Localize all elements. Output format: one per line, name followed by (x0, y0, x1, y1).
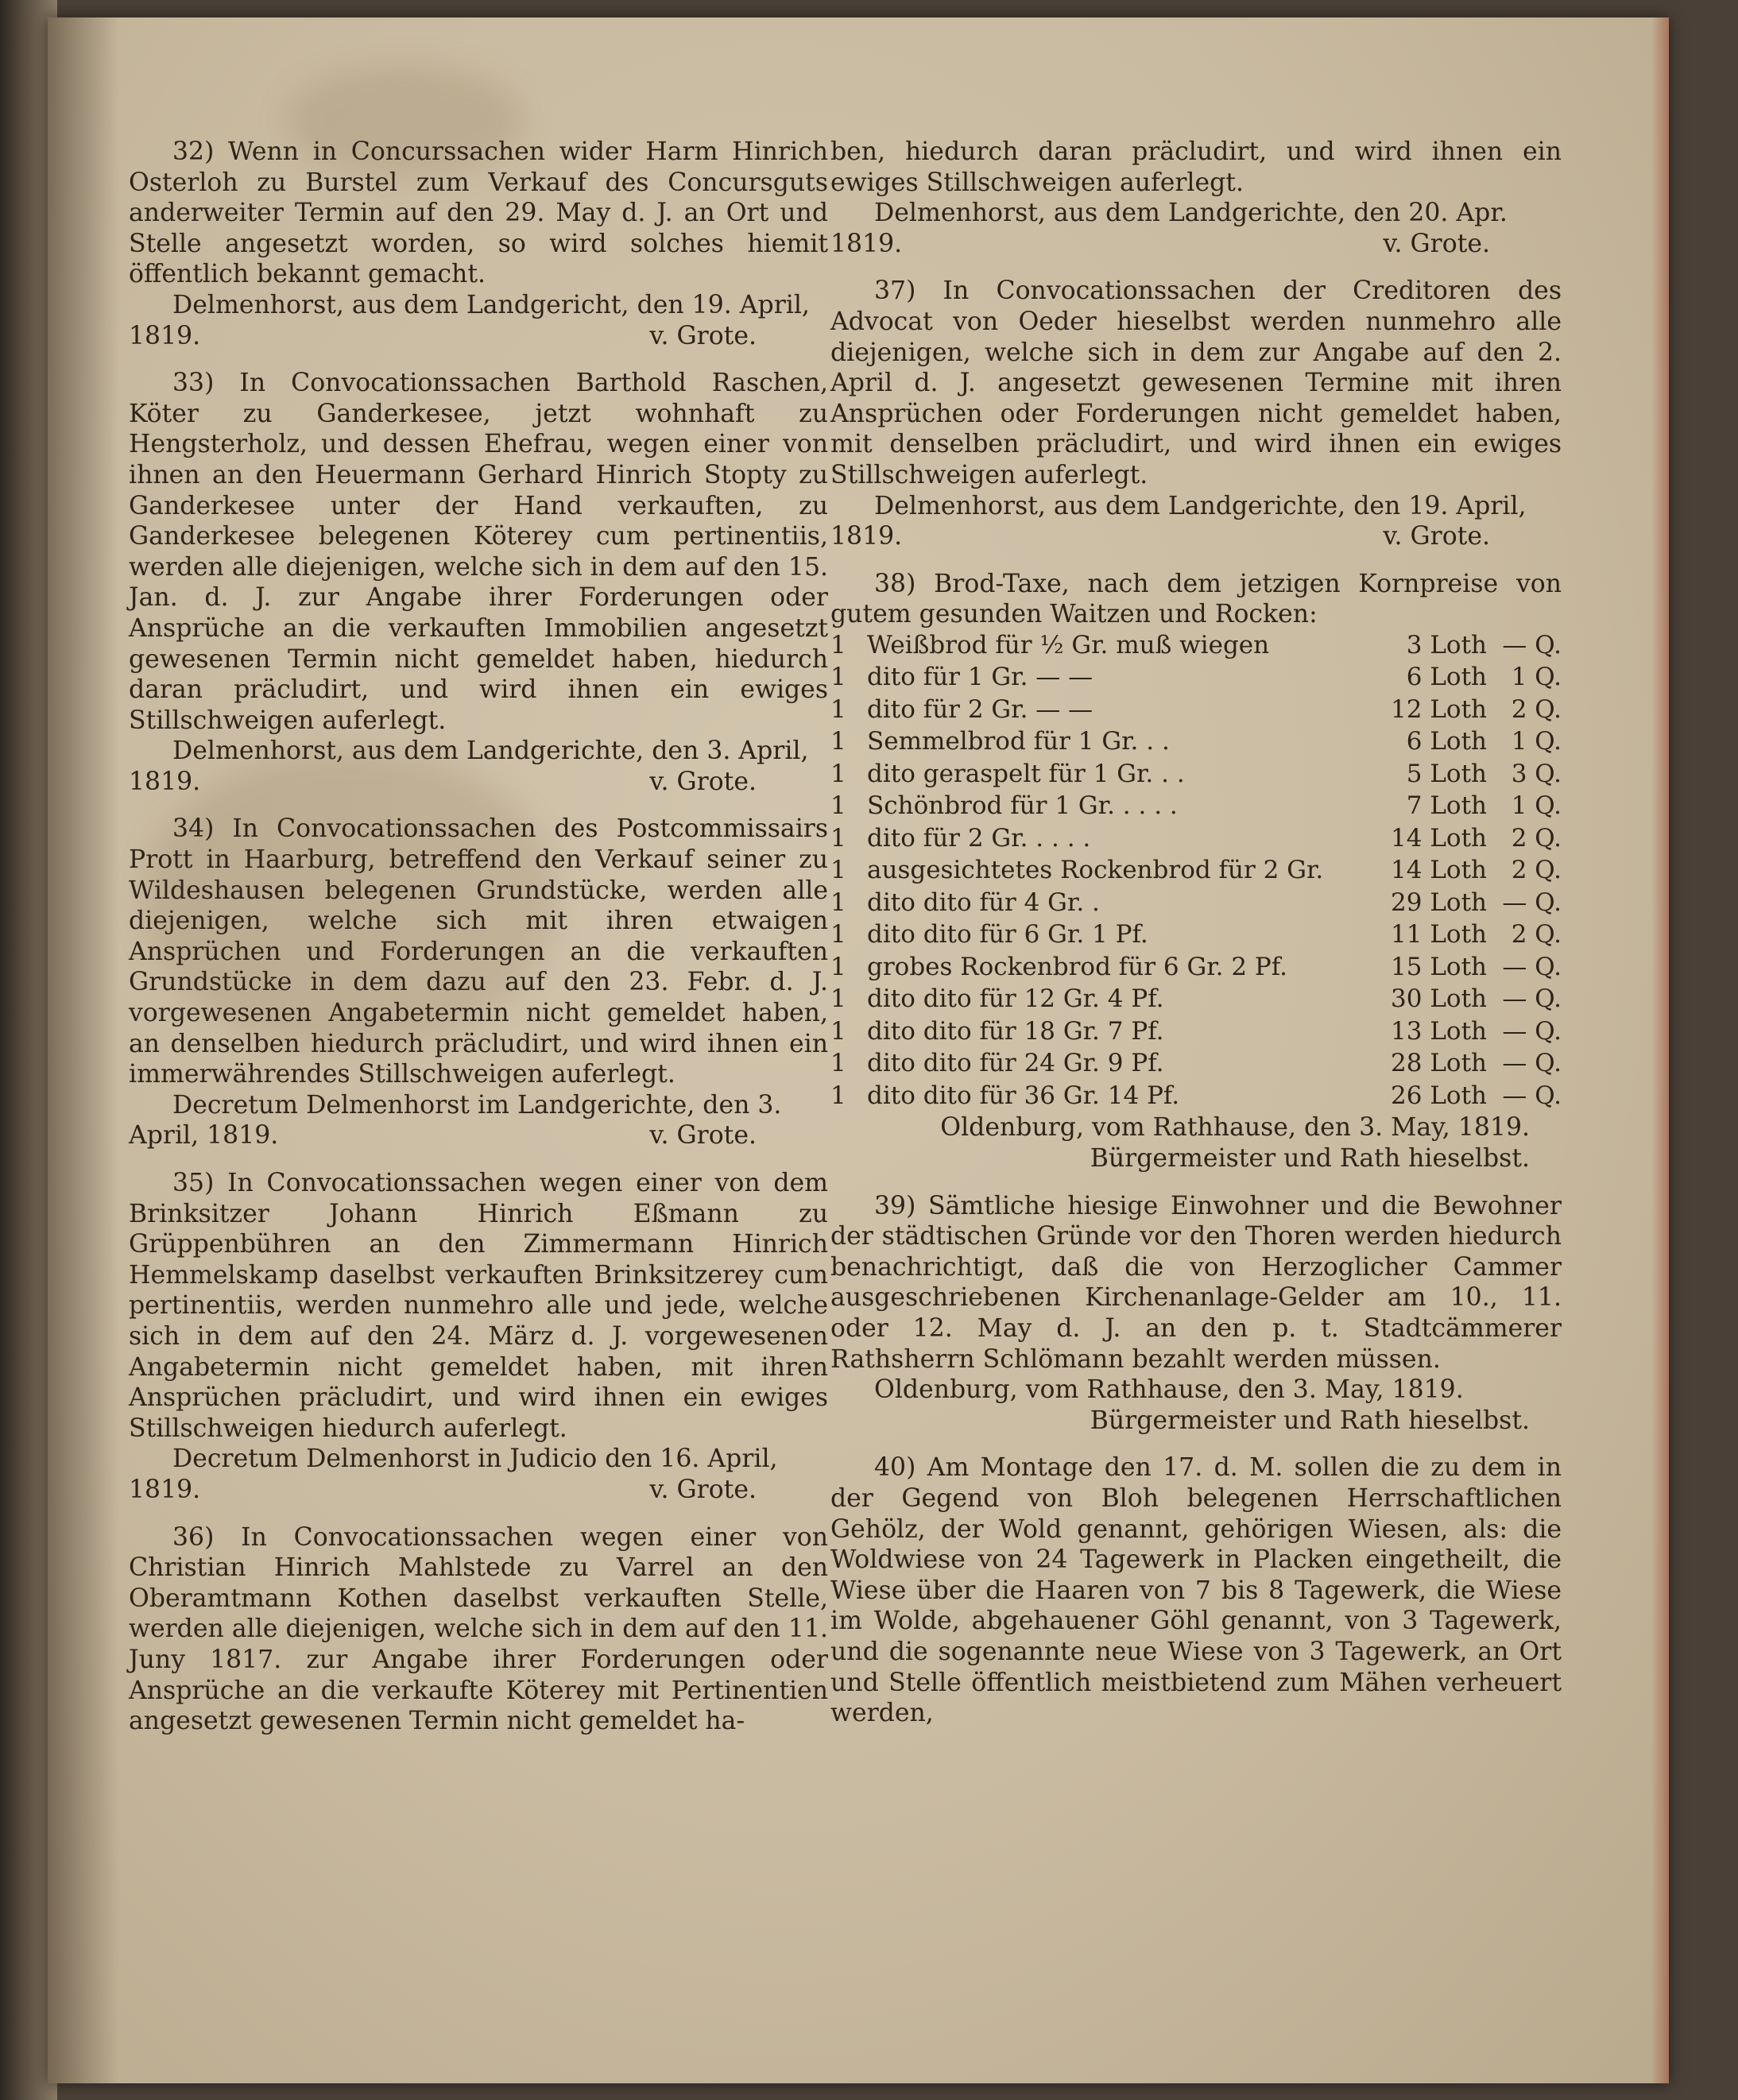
bread-weight: 15 Loth (1391, 952, 1487, 981)
right-column (830, 137, 1562, 1746)
bread-quarter: — Q. (1502, 630, 1562, 659)
notice-place-date: Decretum Delmenhorst im Landgerichte, den 3. (172, 1090, 782, 1120)
bread-item: dito für 2 Gr. — — (867, 694, 1094, 724)
notice-signature-line (129, 1475, 828, 1506)
bread-quantity: 1 (830, 920, 846, 949)
notice-place-date: Oldenburg, vom Rathhause, den 3. May, 1819. (874, 1375, 1464, 1405)
notice-year: April, 1819. (129, 1121, 279, 1151)
notice-place-date: Oldenburg, vom Rathhause, den 3. May, 1819. (940, 1113, 1530, 1143)
notice-text: ben, hiedurch daran präcludirt, und wird ihnen ein ewiges Stillschweigen auferlegt. (830, 137, 1562, 197)
notice-text: 39) Sämtliche hiesige Einwohner und die Bewohner der städtischen Gründe vor den Thoren werden hiedurch benachrichtigt, daß die von Herzoglicher Cammer ausgeschriebenen Kirchenanlage-Gelder am 10., 11. oder 12. May d. J. an den p. t. Stadtcämmerer Rathsherrn Schlömann bezahlt werden müssen. (830, 1191, 1562, 1374)
bread-item: Semmelbrod für 1 Gr. . . (867, 727, 1170, 756)
bread-tax-row (830, 1048, 1562, 1081)
notice-signature-line (129, 1120, 828, 1151)
bread-quantity: 1 (830, 630, 846, 659)
bread-quantity: 1 (830, 727, 846, 756)
bread-item: dito geraspelt für 1 Gr. . . (867, 759, 1185, 788)
notice-32 (129, 137, 828, 351)
newspaper-page (48, 17, 1669, 2083)
bread-weight: 5 Loth (1406, 759, 1487, 788)
bread-quarter: — Q. (1502, 888, 1562, 917)
notice-text: 36) In Convocationssachen wegen einer von Christian Hinrich Mahlstede zu Varrel an den Oberamtmann Kothen daselbst verkauften Stelle, werden alle diejenigen, welche sich in dem auf den 11. Juny 1817. zur Angabe ihrer Forderungen oder Ansprüche an die verkaufte Köterey mit Pertinentien angesetzt gewesenen Termin nicht gemeldet ha- (129, 1522, 828, 1736)
bread-weight: 6 Loth (1406, 663, 1487, 692)
notice-33 (129, 368, 828, 797)
notice-signature: v. Grote. (649, 1475, 757, 1504)
notice-40 (830, 1452, 1562, 1728)
bread-weight: 12 Loth (1391, 694, 1487, 724)
bread-item: ausgesichtetes Rockenbrod für 2 Gr. (867, 856, 1324, 885)
notice-year: 1819. (830, 522, 903, 551)
notice-year: 1819. (129, 767, 201, 796)
notice-text: 35) In Convocationssachen wegen einer von dem Brinksitzer Johann Hinrich Eßmann zu Grüppenbühren an den Zimmermann Hinrich Hemmelskamp daselbst verkauften Brinksitzerey cum pertinentiis, werden nunmehro alle und jede, welche sich in dem auf den 24. März d. J. vorgewesenen Angabetermin nicht gemeldet haben, mit ihren Ansprüchen präcludirt, und wird ihnen ein ewiges Stillschweigen hiedurch auferlegt. (129, 1169, 828, 1443)
bread-quarter: — Q. (1502, 1016, 1562, 1046)
bread-quantity: 1 (830, 984, 846, 1014)
bread-item: dito dito für 18 Gr. 7 Pf. (867, 1016, 1164, 1046)
bread-weight: 6 Loth (1406, 727, 1487, 756)
bread-weight: 13 Loth (1391, 1016, 1487, 1046)
bread-tax-row (830, 1016, 1562, 1049)
bread-item: dito dito für 36 Gr. 14 Pf. (867, 1081, 1180, 1110)
bread-item: dito für 1 Gr. — — (867, 663, 1094, 692)
bread-tax-row (830, 855, 1562, 888)
notice-34 (129, 814, 828, 1151)
notice-signature-line (830, 229, 1562, 260)
bread-item: Schönbrod für 1 Gr. . . . . (867, 791, 1178, 821)
notice-signature: v. Grote. (649, 767, 757, 796)
bread-weight: 11 Loth (1391, 920, 1487, 949)
notice-38-bread-tax (830, 569, 1562, 1174)
bread-item: Weißbrod für ½ Gr. muß wiegen (867, 630, 1270, 659)
bread-weight: 26 Loth (1391, 1081, 1487, 1110)
bread-quantity: 1 (830, 888, 846, 917)
notice-place-date: Delmenhorst, aus dem Landgericht, den 19. April, (172, 290, 810, 319)
notice-signature: v. Grote. (649, 321, 757, 350)
page-edge (1651, 17, 1669, 2083)
bread-quantity: 1 (830, 952, 846, 981)
bread-quarter: 1 Q. (1511, 727, 1562, 756)
bread-item: dito für 2 Gr. . . . . (867, 823, 1091, 853)
notice-place-date: Decretum Delmenhorst in Judicio den 16. April, (172, 1444, 778, 1474)
bread-weight: 14 Loth (1391, 823, 1487, 853)
bread-quantity: 1 (830, 823, 846, 853)
bread-quarter: — Q. (1502, 1049, 1562, 1078)
bread-quarter: 2 Q. (1511, 920, 1562, 949)
left-column (129, 137, 828, 1754)
notice-signature: v. Grote. (649, 1121, 757, 1151)
bread-weight: 7 Loth (1406, 791, 1487, 821)
notice-place-date: Delmenhorst, aus dem Landgerichte, den 19. April, (874, 491, 1527, 520)
bread-quarter: — Q. (1502, 952, 1562, 981)
bread-quarter: 2 Q. (1511, 823, 1562, 853)
notice-39 (830, 1191, 1562, 1437)
bread-tax-row (830, 726, 1562, 759)
bread-quarter: — Q. (1502, 1081, 1562, 1110)
bread-tax-row (830, 919, 1562, 952)
bread-item: dito dito für 6 Gr. 1 Pf. (867, 920, 1148, 949)
notice-year: 1819. (129, 1475, 201, 1504)
notice-signature-line (830, 521, 1562, 552)
bread-tax-row (830, 791, 1562, 823)
bread-tax-row (830, 823, 1562, 856)
bread-weight: 30 Loth (1391, 984, 1487, 1014)
bread-tax-row (830, 888, 1562, 920)
bread-quarter: 1 Q. (1511, 791, 1562, 821)
bread-item: dito dito für 4 Gr. . (867, 888, 1100, 917)
notice-text: 33) In Convocationssachen Barthold Raschen, Köter zu Ganderkesee, jetzt wohnhaft zu Hengsterholz, und dessen Ehefrau, wegen einer von ihnen an den Heuermann Gerhard Hinrich Stopty zu Ganderkesee unter der Hand verkauften, zu Ganderkesee belegenen Köterey cum pertinentiis, werden alle diejenigen, welche sich in dem auf den 15. Jan. d. J. zur Angabe ihrer Forderungen oder Ansprüche an die verkauften Immobilien angesetzt gewesenen Termin nicht gemeldet haben, hiedurch daran präcludirt, und wird ihnen ein ewiges Stillschweigen auferlegt. (129, 369, 828, 735)
bread-tax-row (830, 694, 1562, 727)
bread-quantity: 1 (830, 1049, 846, 1078)
bread-weight: 29 Loth (1391, 888, 1487, 917)
bread-quarter: 2 Q. (1511, 694, 1562, 724)
bread-quantity: 1 (830, 663, 846, 692)
bread-weight: 3 Loth (1406, 630, 1487, 659)
notice-35 (129, 1168, 828, 1506)
notice-text: 40) Am Montage den 17. d. M. sollen die zu dem in der Gegend von Bloh belegenen Herrschaftlichen Gehölz, der Wold genannt, gehörigen Wiesen, als: die Woldwiese von 24 Tagewerk in Placken eingetheilt, die Wiese über die Haaren von 7 bis 8 Tagewerk, die Wiese im Wolde, abgehauener Göhl genannt, von 3 Tagewerk, und die sogenannte neue Wiese von 3 Tagewerk, an Ort und Stelle öffentlich meistbietend zum Mähen verheuert werden, (830, 1453, 1562, 1728)
notice-36-continued (830, 137, 1562, 259)
notice-signature-line (129, 321, 828, 352)
bread-quantity: 1 (830, 791, 846, 821)
notice-signature: Bürgermeister und Rath hieselbst. (1090, 1144, 1530, 1173)
bread-quarter: 2 Q. (1511, 856, 1562, 885)
binding-shadow (48, 17, 119, 2083)
notice-place-date: Delmenhorst, aus dem Landgerichte, den 20. Apr. (874, 199, 1508, 228)
bread-tax-table (830, 630, 1562, 1113)
bread-quantity: 1 (830, 1081, 846, 1110)
notice-37 (830, 276, 1562, 551)
bread-weight: 28 Loth (1391, 1049, 1487, 1078)
notice-signature: v. Grote. (1383, 229, 1490, 258)
bread-tax-row (830, 662, 1562, 694)
bread-quarter: 1 Q. (1511, 663, 1562, 692)
notice-place-date: Delmenhorst, aus dem Landgerichte, den 3. April, (172, 737, 809, 766)
bread-quantity: 1 (830, 694, 846, 724)
bread-item: dito dito für 24 Gr. 9 Pf. (867, 1049, 1164, 1078)
notice-text: 37) In Convocationssachen der Creditoren des Advocat von Oeder hieselbst werden nunmehro alle diejenigen, welche sich in dem zur Angabe auf den 2. April d. J. angesetzt gewesenen Termine mit ihren Ansprüchen oder Forderungen nicht gemeldet haben, mit denselben präcludirt, und wird ihnen ein ewiges Stillschweigen auferlegt. (830, 277, 1562, 489)
bread-item: dito dito für 12 Gr. 4 Pf. (867, 984, 1164, 1014)
notice-year: 1819. (129, 321, 201, 350)
notice-36 (129, 1522, 828, 1737)
notice-text: 34) In Convocationssachen des Postcommissairs Prott in Haarburg, betreffend den Verkauf seiner zu Wildeshausen belegenen Grundstücke, werden alle diejenigen, welche sich mit ihren etwaigen Ansprüchen und Forderungen an die verkauften Grundstücke in dem dazu auf den 23. Febr. d. J. vorgewesenen Angabetermin nicht gemeldet haben, an denselben hiedurch präcludirt, und wird ihnen ein immerwährendes Stillschweigen auferlegt. (129, 814, 828, 1089)
bread-tax-row (830, 759, 1562, 791)
notice-signature: Bürgermeister und Rath hieselbst. (1090, 1406, 1530, 1435)
bread-quantity: 1 (830, 856, 846, 885)
bread-tax-row (830, 1081, 1562, 1113)
bread-tax-row (830, 952, 1562, 984)
bread-quantity: 1 (830, 1016, 846, 1046)
notice-year: 1819. (830, 229, 903, 258)
bread-weight: 14 Loth (1391, 856, 1487, 885)
bread-item: grobes Rockenbrod für 6 Gr. 2 Pf. (867, 952, 1287, 981)
bread-quarter: — Q. (1502, 984, 1562, 1014)
bread-quarter: 3 Q. (1511, 759, 1562, 788)
bread-tax-heading: 38) Brod-Taxe, nach dem jetzigen Kornpreise von gutem gesunden Waitzen und Rocken: (830, 569, 1562, 629)
bread-quantity: 1 (830, 759, 846, 788)
notice-text: 32) Wenn in Concurssachen wider Harm Hinrich Osterloh zu Burstel zum Verkauf des Concursguts anderweiter Termin auf den 29. May d. J. an Ort und Stelle angesetzt worden, so wird solches hiemit öffentlich bekannt gemacht. (129, 137, 828, 289)
bread-tax-row (830, 984, 1562, 1016)
notice-signature-line (129, 767, 828, 798)
notice-signature: v. Grote. (1383, 522, 1490, 551)
bread-tax-row (830, 630, 1562, 663)
